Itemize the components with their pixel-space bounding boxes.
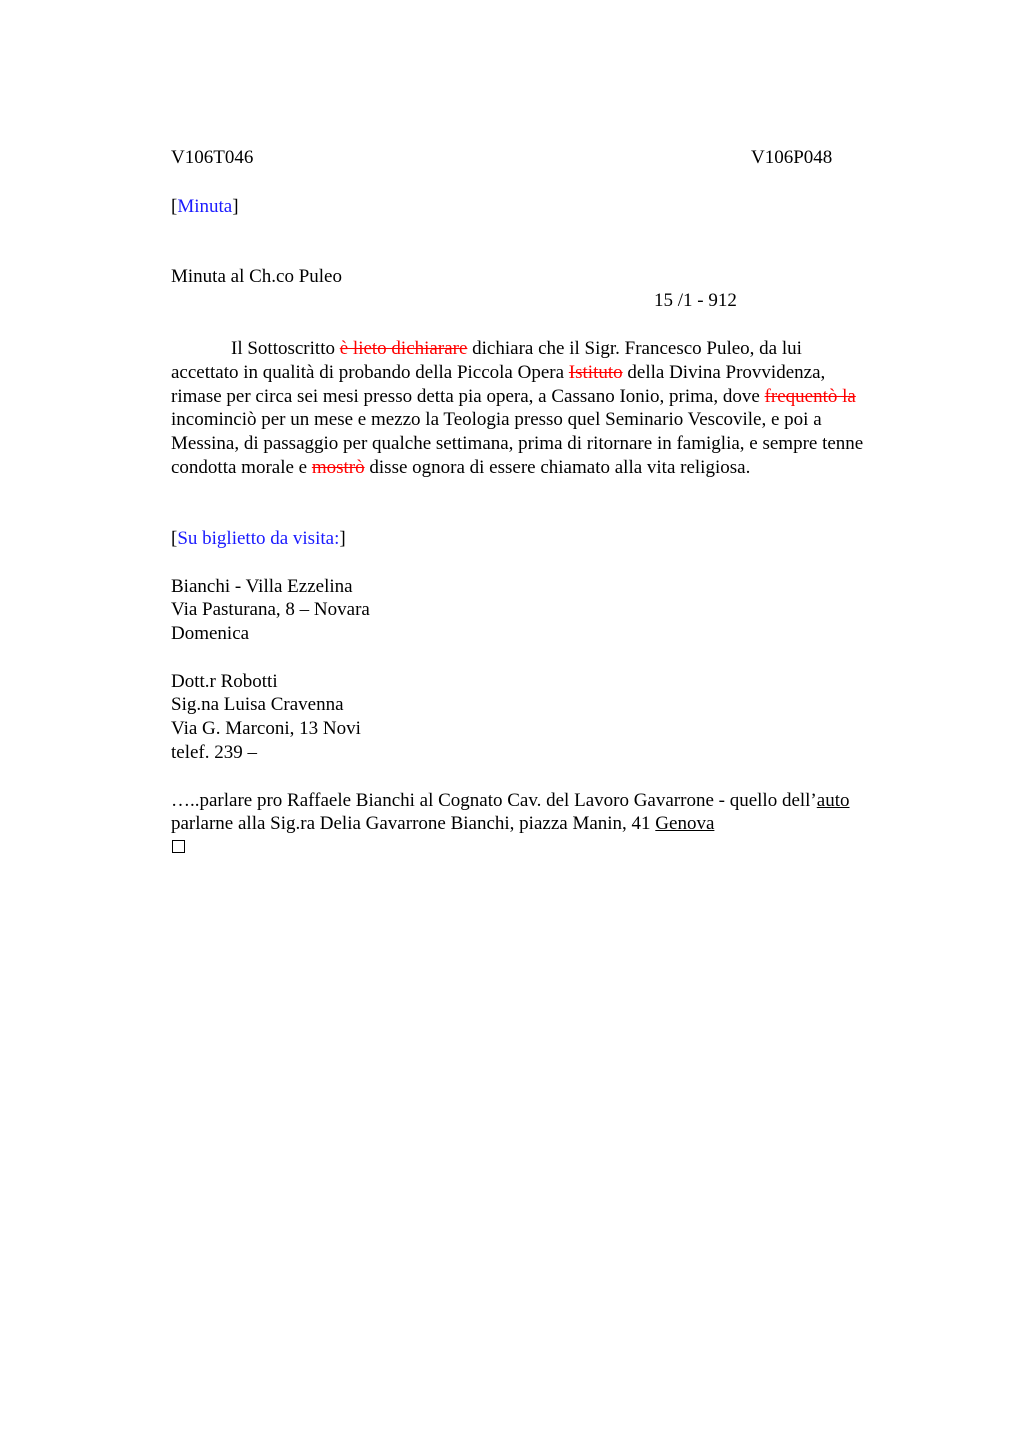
card-line: Domenica <box>171 623 250 644</box>
section-card: [Su biglietto da visita:] <box>171 528 346 549</box>
letter-title: Minuta al Ch.co Puleo <box>171 266 342 287</box>
letter-line-3 <box>171 385 856 409</box>
card-line: Dott.r Robotti <box>171 671 278 692</box>
text: rimase per circa sei mesi presso detta pia opera, a Cassano Ionio, prima, dove <box>171 386 765 407</box>
deleted-text: mostrò <box>311 457 365 478</box>
text: dichiara che il Sigr. Francesco Puleo, da lui <box>467 338 802 359</box>
text: accettato in qualità di probando della Piccola Opera <box>171 362 569 383</box>
section-minuta: [Minuta] <box>171 196 239 217</box>
card-line: Bianchi - Villa Ezzelina <box>171 576 353 597</box>
text: disse ognora di essere chiamato alla vita religiosa. <box>364 457 751 478</box>
doc-code-right: V106P048 <box>751 147 833 168</box>
letter-line-1 <box>171 337 802 361</box>
doc-code-left: V106T046 <box>171 147 254 168</box>
text: parlarne alla Sig.ra Delia Gavarrone Bianchi, piazza Manin, 41 <box>171 813 656 834</box>
deleted-text: è lieto dichiarare <box>339 338 468 359</box>
text: della Divina Provvidenza, <box>622 362 826 383</box>
letter-line-2 <box>171 361 825 385</box>
letter-line-5: Messina, di passaggio per qualche settimana, prima di ritornare in famiglia, e sempre tenne <box>171 433 864 454</box>
letter-line-4: incominciò per un mese e mezzo la Teologia presso quel Seminario Vescovile, e poi a <box>171 409 822 430</box>
card-line: telef. 239 – <box>171 742 258 763</box>
underlined-text: auto <box>816 790 850 811</box>
card-line: Via G. Marconi, 13 Novi <box>171 718 361 739</box>
letter-date: 15 /1 - 912 <box>654 290 737 311</box>
card-line: Via Pasturana, 8 – Novara <box>171 599 370 620</box>
deleted-text: frequentò la <box>764 386 856 407</box>
deleted-text: Istituto <box>568 362 623 383</box>
section-minuta-label: Minuta <box>177 196 233 217</box>
text: …..parlare pro Raffaele Bianchi al Cognato Cav. del Lavoro Gavarrone - quello dell’ <box>171 790 817 811</box>
letter-line-6 <box>171 456 750 480</box>
text: Il Sottoscritto <box>231 338 340 359</box>
card-note-line-2 <box>171 812 714 836</box>
text: condotta morale e <box>171 457 312 478</box>
underlined-text: Genova <box>655 813 715 834</box>
section-card-label: Su biglietto da visita: <box>177 528 340 549</box>
card-note-line-1 <box>171 789 849 813</box>
checkbox-icon <box>172 840 185 853</box>
card-line: Sig.na Luisa Cravenna <box>171 694 344 715</box>
